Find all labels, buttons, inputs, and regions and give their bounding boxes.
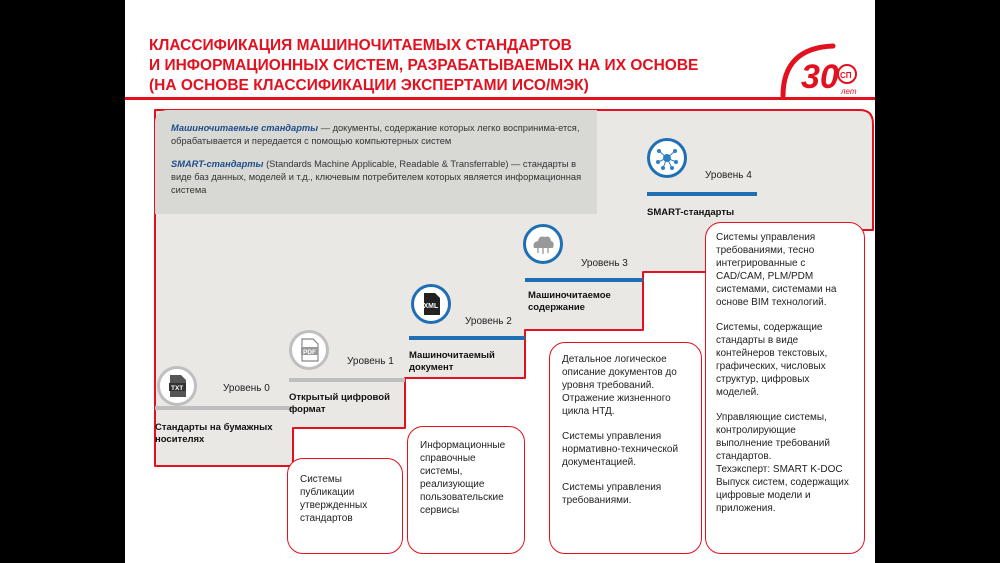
level-1-bar	[289, 378, 405, 382]
note-level-1: Системы публикации утвержденных стандартов	[287, 458, 403, 554]
level-1-label: Уровень 1	[347, 356, 394, 367]
level-3-bar	[525, 278, 643, 282]
txt-document-icon	[157, 366, 197, 406]
svg-text:PDF: PDF	[303, 349, 316, 356]
definition-machine-readable: Машиночитаемые стандарты — документы, содержание которых легко воспринима-ется, обрабатывается и передается с помощью компьютерных систем	[171, 123, 580, 146]
logo-number: 30	[801, 58, 839, 96]
level-2-bar	[409, 336, 525, 340]
level-0-name: Стандарты на бумажных носителях	[155, 422, 273, 445]
level-0-bar	[155, 406, 293, 410]
title-line-2: И ИНФОРМАЦИОННЫХ СИСТЕМ, РАЗРАБАТЫВАЕМЫХ НА ИХ ОСНОВЕ	[149, 57, 699, 74]
level-3-label: Уровень 3	[581, 258, 628, 269]
level-2-label: Уровень 2	[465, 316, 512, 327]
cloud-icon	[523, 224, 563, 264]
network-icon	[647, 138, 687, 178]
title-line-3: (НА ОСНОВЕ КЛАССИФИКАЦИИ ЭКСПЕРТАМИ ИСО/МЭК)	[149, 77, 589, 94]
level-2-name: Машиночитаемый документ	[409, 350, 495, 373]
svg-text:TXT: TXT	[171, 385, 184, 392]
level-4-bar	[647, 192, 757, 196]
xml-document-icon	[411, 284, 451, 324]
definition-smart: SMART-стандарты (Standards Machine Applicable, Readable & Transferrable) — стандарты в виде баз данных, моделей и т.д., ключевым потребителем которых является информационная система	[171, 159, 582, 195]
pdf-document-icon	[289, 330, 329, 370]
logo-suffix: лет	[841, 87, 857, 96]
logo-badge: СП	[840, 71, 852, 80]
note-level-4: Системы управления требованиями, тесно интегрированные с CAD/CAM, PLM/PDM системами, системами на основе BIM технологий. Системы, содержащие стандарты в виде контейнеров текстовых, графических, числовых структур, цифровых моделей. Управляющие системы, контролирующие выполнение требований стандартов. Техэксперт: SMART K-DOC Выпуск систем, содержащих цифровые модели и приложения.	[705, 222, 865, 554]
level-1-name: Открытый цифровой формат	[289, 392, 390, 415]
note-level-3: Детальное логическое описание документов до уровня требований. Отражение жизненного цикла НТД. Системы управления нормативно-технической документацией. Системы управления требованиями.	[549, 342, 702, 554]
slide	[125, 0, 875, 563]
level-3-name: Машиночитаемое содержание	[528, 290, 611, 313]
note-level-2: Информационные справочные системы, реализующие пользовательские сервисы	[407, 426, 525, 554]
level-4-label: Уровень 4	[705, 170, 752, 181]
level-4-name: SMART-стандарты	[647, 207, 735, 218]
title-line-1: КЛАССИФИКАЦИЯ МАШИНОЧИТАЕМЫХ СТАНДАРТОВ	[149, 37, 572, 54]
svg-text:XML: XML	[423, 303, 439, 310]
level-0-label: Уровень 0	[223, 383, 270, 394]
